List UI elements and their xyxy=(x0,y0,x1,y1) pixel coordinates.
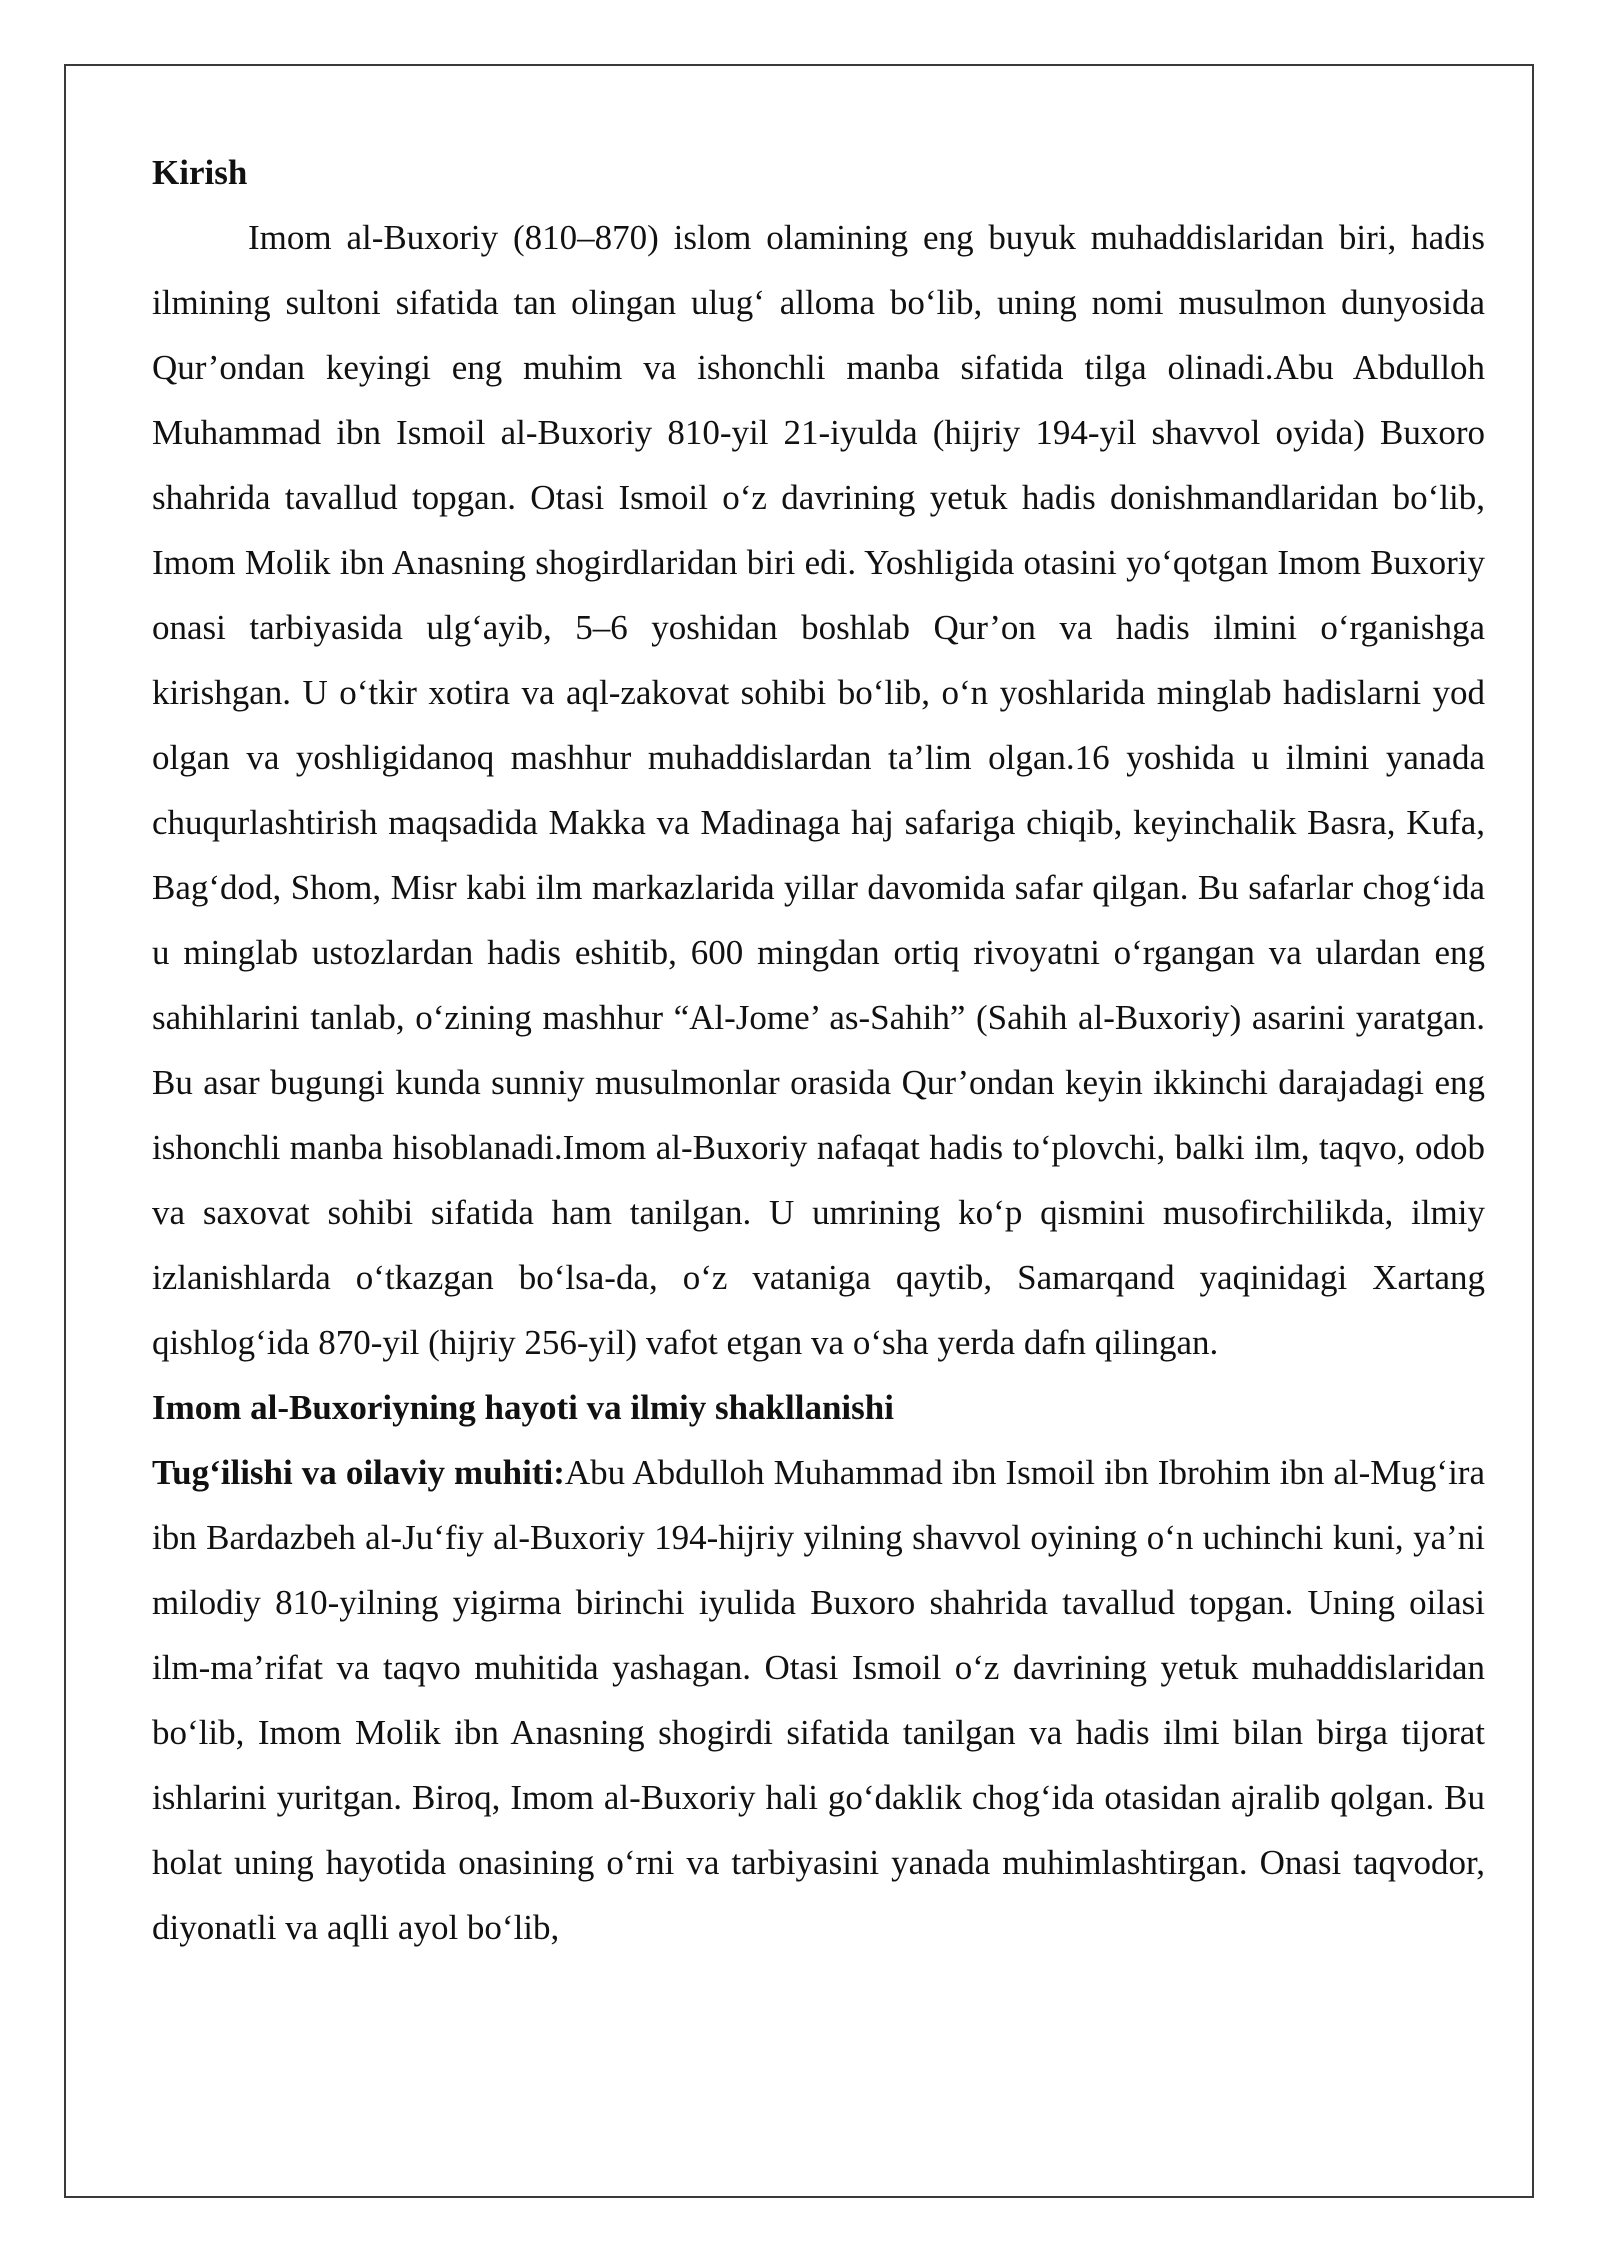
section-paragraph xyxy=(152,1440,1485,1960)
document-body xyxy=(152,140,1485,1960)
section-lead: Tug‘ilishi va oilaviy muhiti: xyxy=(152,1453,565,1492)
intro-paragraph: Imom al-Buxoriy (810–870) islom olamining eng buyuk muhaddislaridan biri, hadis ilmining sultoni sifatida tan olingan ulug‘ alloma bo‘lib, uning nomi musulmon dunyosida Qur’ondan keyingi eng muhim va ishonchli manba sifatida tilga olinadi.Abu Abdulloh Muhammad ibn Ismoil al-Buxoriy 810-yil 21-iyulda (hijriy 194-yil shavvol oyida) Buxoro shahrida tavallud topgan. Otasi Ismoil o‘z davrining yetuk hadis donishmandlaridan bo‘lib, Imom Molik ibn Anasning shogirdlaridan biri edi. Yoshligida otasini yo‘qotgan Imom Buxoriy onasi tarbiyasida ulg‘ayib, 5–6 yoshidan boshlab Qur’on va hadis ilmini o‘rganishga kirishgan. U o‘tkir xotira va aql-zakovat sohibi bo‘lib, o‘n yoshlarida minglab hadislarni yod olgan va yoshligidanoq mashhur muhaddislardan ta’lim olgan.16 yoshida u ilmini yanada chuqurlashtirish maqsadida Makka va Madinaga haj safariga chiqib, keyinchalik Basra, Kufa, Bag‘dod, Shom, Misr kabi ilm markazlarida yillar davomida safar qilgan. Bu safarlar chog‘ida u minglab ustozlardan hadis eshitib, 600 mingdan ortiq rivoyatni o‘rgangan va ulardan eng sahihlarini tanlab, o‘zining mashhur “Al-Jome’ as-Sahih” (Sahih al-Buxoriy) asarini yaratgan. Bu asar bugungi kunda sunniy musulmonlar orasida Qur’ondan keyin ikkinchi darajadagi eng ishonchli manba hisoblanadi.Imom al-Buxoriy nafaqat hadis to‘plovchi, balki ilm, taqvo, odob va saxovat sohibi sifatida ham tanilgan. U umrining ko‘p qismini musofirchilikda, ilmiy izlanishlarda o‘tkazgan bo‘lsa-da, o‘z vataniga qaytib, Samarqand yaqinidagi Xartang qishlog‘ida 870-yil (hijriy 256-yil) vafot etgan va o‘sha yerda dafn qilingan. xyxy=(152,218,1485,1362)
intro-heading: Kirish xyxy=(152,153,248,192)
section-paragraph-text: Abu Abdulloh Muhammad ibn Ismoil ibn Ibrohim ibn al-Mug‘ira ibn Bardazbeh al-Ju‘fiy al-Buxoriy 194-hijriy yilning shavvol oyining o‘n uchinchi kuni, ya’ni milodiy 810-yilning yigirma birinchi iyulida Buxoro shahrida tavallud topgan. Uning oilasi ilm-ma’rifat va taqvo muhitida yashagan. Otasi Ismoil o‘z davrining yetuk muhaddislaridan bo‘lib, Imom Molik ibn Anasning shogirdi sifatida tanilgan va hadis ilmi bilan birga tijorat ishlarini yuritgan. Biroq, Imom al-Buxoriy hali go‘daklik chog‘ida otasidan ajralib qolgan. Bu holat uning hayotida onasining o‘rni va tarbiyasini yanada muhimlashtirgan. Onasi taqvodor, diyonatli va aqlli ayol bo‘lib, xyxy=(152,1453,1485,1947)
section-title: Imom al-Buxoriyning hayoti va ilmiy shakllanishi xyxy=(152,1388,894,1427)
